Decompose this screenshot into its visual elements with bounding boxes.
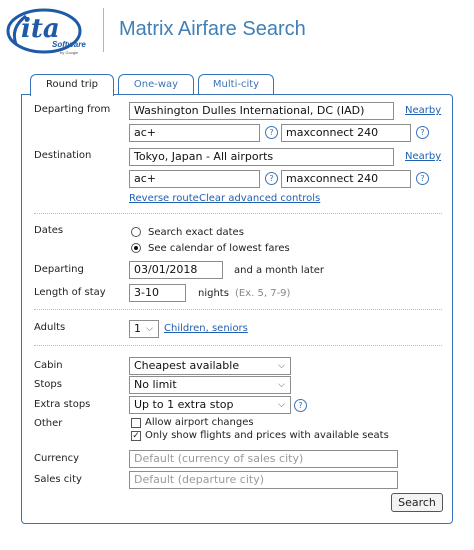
- airport-changes-label: Allow airport changes: [145, 417, 254, 428]
- sales-city-label: Sales city: [34, 474, 82, 485]
- search-button[interactable]: Search: [391, 493, 443, 512]
- page-title: Matrix Airfare Search: [119, 18, 306, 40]
- chevron-down-icon: ⌵: [278, 380, 285, 390]
- other-label: Other: [34, 418, 63, 429]
- logo-software-text: Software: [52, 40, 86, 49]
- destination-extension-help-icon[interactable]: ?: [416, 172, 429, 185]
- currency-input[interactable]: Default (currency of sales city): [129, 450, 398, 468]
- exact-dates-radio[interactable]: [131, 227, 141, 237]
- stay-hint: (Ex. 5, 7-9): [235, 288, 291, 299]
- extra-stops-help-icon[interactable]: ?: [294, 399, 307, 412]
- available-seats-checkbox[interactable]: ✓: [132, 431, 140, 441]
- length-of-stay-label: Length of stay: [34, 287, 106, 298]
- tab-round-trip[interactable]: Round trip: [30, 74, 114, 96]
- stay-units: nights: [198, 288, 229, 299]
- adults-select[interactable]: [129, 320, 159, 338]
- origin-input[interactable]: Washington Dulles International, DC (IAD): [129, 102, 394, 120]
- clear-advanced-link[interactable]: Clear advanced controls: [199, 193, 321, 204]
- extra-stops-label: Extra stops: [34, 399, 91, 410]
- destination-nearby-link[interactable]: Nearby: [405, 151, 442, 162]
- extra-stops-value: Up to 1 extra stop: [134, 398, 234, 411]
- calendar-label: See calendar of lowest fares: [148, 243, 290, 254]
- dates-label: Dates: [34, 225, 64, 236]
- origin-extension-input[interactable]: maxconnect 240: [281, 124, 411, 142]
- destination-routing-input[interactable]: ac+: [129, 170, 260, 188]
- header-divider: [103, 8, 104, 52]
- ita-logo-graphic: [6, 6, 98, 58]
- section-divider: [34, 213, 442, 214]
- departing-label: Departing: [34, 264, 84, 275]
- origin-extension-help-icon[interactable]: ?: [416, 126, 429, 139]
- logo-ita-text: ita: [21, 14, 60, 44]
- airport-changes-checkbox[interactable]: [131, 418, 141, 428]
- stops-select[interactable]: [129, 376, 291, 394]
- tab-one-way[interactable]: One-way: [118, 74, 194, 95]
- cabin-value: Cheapest available: [134, 359, 240, 372]
- departing-suffix: and a month later: [234, 265, 325, 276]
- stops-value: No limit: [134, 378, 177, 391]
- section-divider: [34, 309, 442, 310]
- origin-label: Departing from: [34, 104, 111, 115]
- tab-multi-city[interactable]: Multi-city: [198, 74, 274, 95]
- exact-dates-label: Search exact dates: [148, 227, 244, 238]
- destination-routing-help-icon[interactable]: ?: [265, 172, 278, 185]
- origin-nearby-link[interactable]: Nearby: [405, 105, 442, 116]
- reverse-route-link[interactable]: Reverse route: [129, 193, 199, 204]
- origin-routing-input[interactable]: ac+: [129, 124, 260, 142]
- children-seniors-link[interactable]: Children, seniors: [164, 323, 248, 334]
- length-of-stay-input[interactable]: 3-10: [129, 284, 186, 302]
- chevron-down-icon: ⌵: [278, 361, 285, 371]
- adults-label: Adults: [34, 322, 66, 333]
- currency-label: Currency: [34, 453, 80, 464]
- stops-label: Stops: [34, 379, 62, 390]
- cabin-label: Cabin: [34, 360, 63, 371]
- destination-input[interactable]: Tokyo, Japan - All airports: [129, 148, 394, 166]
- section-divider: [34, 345, 442, 346]
- calendar-radio[interactable]: [131, 243, 141, 253]
- chevron-down-icon: ⌵: [278, 400, 285, 410]
- origin-routing-help-icon[interactable]: ?: [265, 126, 278, 139]
- ita-software-logo: [6, 6, 98, 58]
- departing-date-input[interactable]: 03/01/2018: [129, 261, 223, 279]
- extra-stops-select[interactable]: [129, 396, 291, 414]
- logo-by-google-text: by Google: [60, 50, 79, 55]
- destination-label: Destination: [34, 150, 92, 161]
- chevron-down-icon: ⌵: [146, 324, 153, 334]
- available-seats-label: Only show flights and prices with available seats: [145, 430, 389, 441]
- sales-city-input[interactable]: Default (departure city): [129, 471, 398, 489]
- destination-extension-input[interactable]: maxconnect 240: [281, 170, 411, 188]
- cabin-select[interactable]: [129, 357, 291, 375]
- adults-value: 1: [134, 322, 141, 335]
